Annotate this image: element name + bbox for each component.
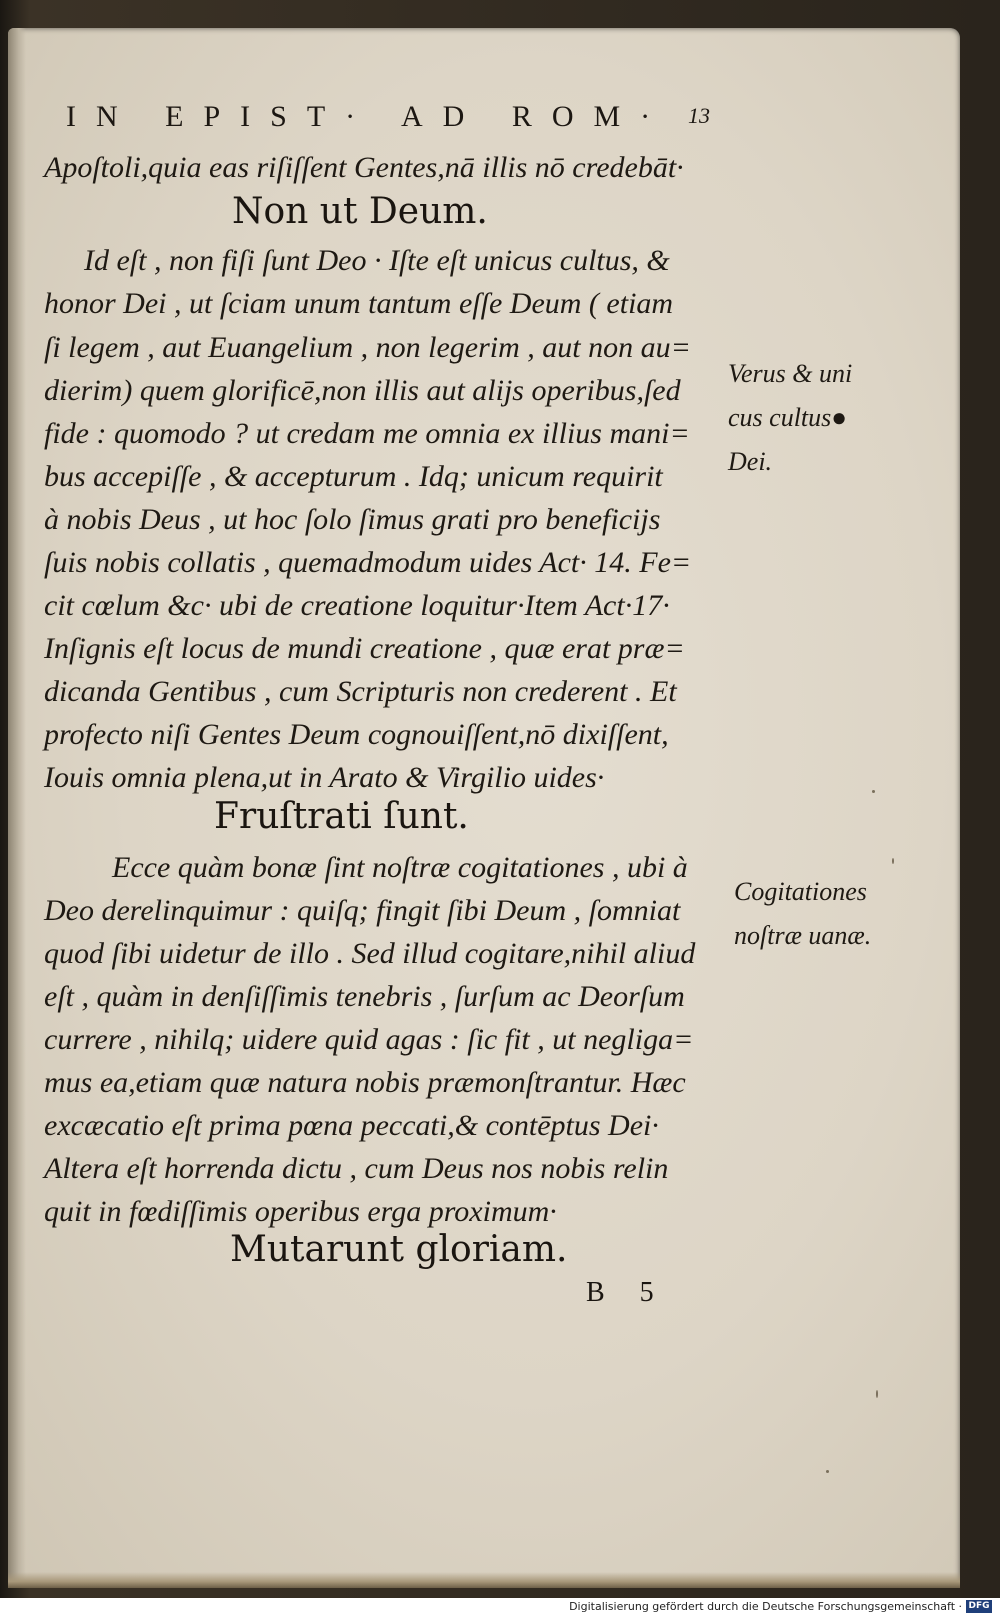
text-line-15: Ecce quàm bonæ ſint noſtræ cogitationes , ubi à <box>112 851 688 884</box>
margin-note-4: Cogitationes <box>734 877 867 906</box>
section-heading-1: Non ut Deum. <box>232 191 488 232</box>
text-line-10: cit cœlum &c· ubi de creatione loquitur·Item Act·17· <box>44 589 670 622</box>
text-line-22: Altera eſt horrenda dictu , cum Deus nos nobis relin <box>44 1152 669 1185</box>
paper-speck <box>826 1470 829 1473</box>
text-line-17: quod ſibi uidetur de illo . Sed illud cogitare,nihil aliud <box>44 937 696 970</box>
text-line-7: bus accepiſſe , & accepturum . Idq; unicum requirit <box>44 460 663 493</box>
text-line-2: Id eſt , non fiſi ſunt Deo · Iſte eſt unicus cultus, & <box>84 244 670 277</box>
text-line-21: excæcatio eſt prima pœna peccati,& contēptus Dei· <box>44 1109 659 1142</box>
section-heading-3: Mutarunt gloriam. <box>230 1229 568 1270</box>
margin-note-3: Dei. <box>728 447 773 476</box>
text-line-9: ſuis nobis collatis , quemadmodum uides Act· 14. Fe= <box>44 546 692 579</box>
paper-speck <box>892 858 894 864</box>
signature-mark: B 5 <box>586 1277 668 1308</box>
margin-note-2: cus cultus● <box>728 403 847 432</box>
margin-note-5: noſtræ uanæ. <box>734 921 872 950</box>
text-line-19: currere , nihilq; uidere quid agas : ſic fit , ut negliga= <box>44 1023 694 1056</box>
text-line-12: dicanda Gentibus , cum Scripturis non crederent . Et <box>44 675 677 708</box>
text-line-18: eſt , quàm in denſiſſimis tenebris , ſurſum ac Deorſum <box>44 980 685 1013</box>
digitization-credit: Digitalisierung gefördert durch die Deutsche Forschungsgemeinschaft · <box>569 1600 962 1613</box>
text-line-11: Inſignis eſt locus de mundi creatione , quæ erat præ= <box>44 632 685 665</box>
text-line-5: dierim) quem glorificē,non illis aut alijs operibus,ſed <box>44 374 681 407</box>
text-line-14: Iouis omnia plena,ut in Arato & Virgilio uides· <box>44 761 605 794</box>
page-bottom-edge <box>8 1572 960 1588</box>
running-head: IN EPIST· AD ROM· <box>66 100 671 133</box>
text-line-20: mus ea,etiam quæ natura nobis præmonſtrantur. Hæc <box>44 1066 686 1099</box>
text-line-4: ſi legem , aut Euangelium , non legerim , aut non au= <box>44 331 691 364</box>
dfg-logo: DFG <box>966 1600 992 1613</box>
text-line-3: honor Dei , ut ſciam unum tantum eſſe Deum ( etiam <box>44 287 674 320</box>
text-line-13: profecto niſi Gentes Deum cognouiſſent,nō dixiſſent, <box>44 718 669 751</box>
margin-note-1: Verus & uni <box>728 359 853 388</box>
page-number: 13 <box>688 103 710 128</box>
text-line-8: à nobis Deus , ut hoc ſolo ſimus grati pro beneficijs <box>44 503 661 536</box>
page-gutter-edge <box>8 28 26 1588</box>
paper-speck <box>876 1390 878 1398</box>
text-line-16: Deo derelinquimur : quiſq; fingit ſibi Deum , ſomniat <box>44 894 681 927</box>
text-line-1: Apoſtoli,quia eas riſiſſent Gentes,nā illis nō credebāt· <box>44 151 684 184</box>
text-line-6: fide : quomodo ? ut credam me omnia ex illius mani= <box>44 417 690 450</box>
section-heading-2: Fruſtrati ſunt. <box>214 796 469 837</box>
paper-speck <box>872 790 875 793</box>
text-line-23: quit in fœdiſſimis operibus erga proximum· <box>44 1195 557 1228</box>
